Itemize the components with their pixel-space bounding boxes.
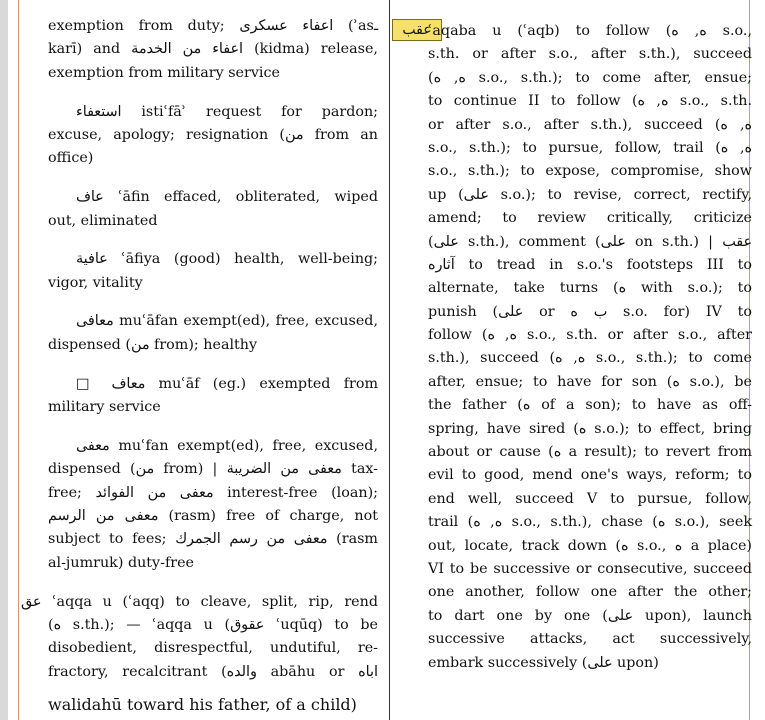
text-line: excuse, apology; resignation (من from an xyxy=(48,126,378,143)
text-line: trail (ه, ه s.o., s.th.), chase (ه s.o.), seek xyxy=(428,514,752,531)
text-line: punish (على or ب ه s.o. for) IV to xyxy=(428,303,752,320)
text-line: ʿaqaba u (ʿaqb) to follow (ه, ه s.o., xyxy=(428,23,753,39)
text-line: office) xyxy=(48,150,94,167)
text-line: karī) and اعفاء من الخدمة (kidma) release, xyxy=(48,41,378,58)
text-line: exemption from duty; اعفاء عسكرى (ʾasـ xyxy=(48,18,379,34)
text-line: follow (ه, ه s.o., s.th. or after s.o., after xyxy=(428,327,753,344)
text-line: the father (ه of a son); to have as off- xyxy=(428,397,752,414)
text-line: out, eliminated xyxy=(48,212,158,229)
text-line: معفى muʿfan exempt(ed), free, excused, xyxy=(76,437,378,454)
text-line: free; معفى من الفوائد interest-free (loan); xyxy=(48,484,378,501)
cutoff-text: walidahū toward his father, of a child) xyxy=(48,695,357,714)
text-line: disobedient, disrespectful, undutiful, re- xyxy=(48,640,378,657)
right-column xyxy=(428,0,752,675)
text-line: spring, have sired (ه s.o.); to effect, bring xyxy=(428,420,752,437)
text-line: dispensed (من from) | معفى من الضريبة tax- xyxy=(48,461,378,478)
text-line: معافى muʿāfan exempt(ed), free, excused, xyxy=(76,313,378,330)
left-column xyxy=(21,0,379,684)
text-line: استعفاء istiʿfāʾ request for pardon; xyxy=(76,103,378,120)
text-line: one another, follow one after the other; xyxy=(428,584,752,601)
text-line: عافية ʿāfiya (good) health, well-being; xyxy=(76,251,378,268)
text-line: al-jumruk) duty-free xyxy=(48,554,195,571)
text-line: (ه, ه s.o., s.th.); to come after, ensue; xyxy=(428,69,752,86)
text-line: s.th. or after s.o., after s.th.), succeed xyxy=(428,46,752,63)
text-line: VI to be successive or consecutive, succeed xyxy=(428,560,752,577)
text-line: out, locate, track down (ه s.o., ه a place) xyxy=(428,537,752,554)
text-line: or after s.o., after s.th.), succeed (ه, ه xyxy=(428,116,752,133)
text-line: alternate, take turns (ه with s.o.); to xyxy=(428,280,752,297)
text-line: exemption from military service xyxy=(48,64,280,81)
text-line: to dart one by one (على upon), launch xyxy=(428,607,752,624)
text-line: vigor, vitality xyxy=(48,274,143,291)
text-line: s.th.), succeed (ه, ه s.o., s.th.); to come xyxy=(428,350,752,367)
text-line: عاف ʿāfin effaced, obliterated, wiped xyxy=(76,189,378,206)
page-edge-shadow xyxy=(0,0,8,720)
text-line: up (على s.o.); to revise, correct, rectify, xyxy=(428,186,752,203)
column-divider xyxy=(389,0,390,720)
text-line: to continue II to follow (ه, ه s.o., s.th. xyxy=(428,93,752,110)
text-line: آثاره to tread in s.o.'s footsteps III to xyxy=(428,256,752,273)
text-line: amend; to review critically, criticize xyxy=(428,210,752,227)
left-column-cutoff-line xyxy=(48,695,378,720)
text-line: s.o., s.th.); to expose, compromise, show xyxy=(428,163,752,180)
text-line: evil to good, mend one's ways, reform; to xyxy=(428,467,752,484)
text-line: about or cause (ه a result); to revert from xyxy=(428,444,752,461)
left-margin-rule xyxy=(18,0,19,720)
text-line: after, ensue; to have for son (ه s.o.), be xyxy=(428,373,752,390)
text-line: end well, succeed V to pursue, follow, xyxy=(428,490,752,507)
text-line: معفى من الرسم (rasm) free of charge, not xyxy=(48,507,378,524)
text-line: □ معاف muʿāf (eg.) exempted from xyxy=(76,375,378,392)
text-line: عق ʿaqqa u (ʿaqq) to cleave, split, rip, rend xyxy=(21,593,378,610)
text-line: successive attacks, act successively, xyxy=(428,631,752,648)
text-line: dispensed (من from); healthy xyxy=(48,336,258,353)
text-line: (ه s.th.); — ʿaqqa u (عقوق ʿuqūq) to be xyxy=(48,616,378,633)
text-line: subject to fees; معفى من رسم الجمرك (rasm xyxy=(48,531,378,548)
text-line: (على s.th.), comment (على on s.th.) | عقب xyxy=(428,233,752,250)
highlighted-headword[interactable]: عقب xyxy=(392,19,442,41)
text-line: embark successively (على upon) xyxy=(428,654,659,671)
text-line: fractory, recalcitrant (والده abāhu or اباه xyxy=(48,663,378,680)
text-line: s.o., s.th.); to pursue, follow, trail (ه, ه xyxy=(428,139,752,156)
text-line: military service xyxy=(48,399,161,416)
